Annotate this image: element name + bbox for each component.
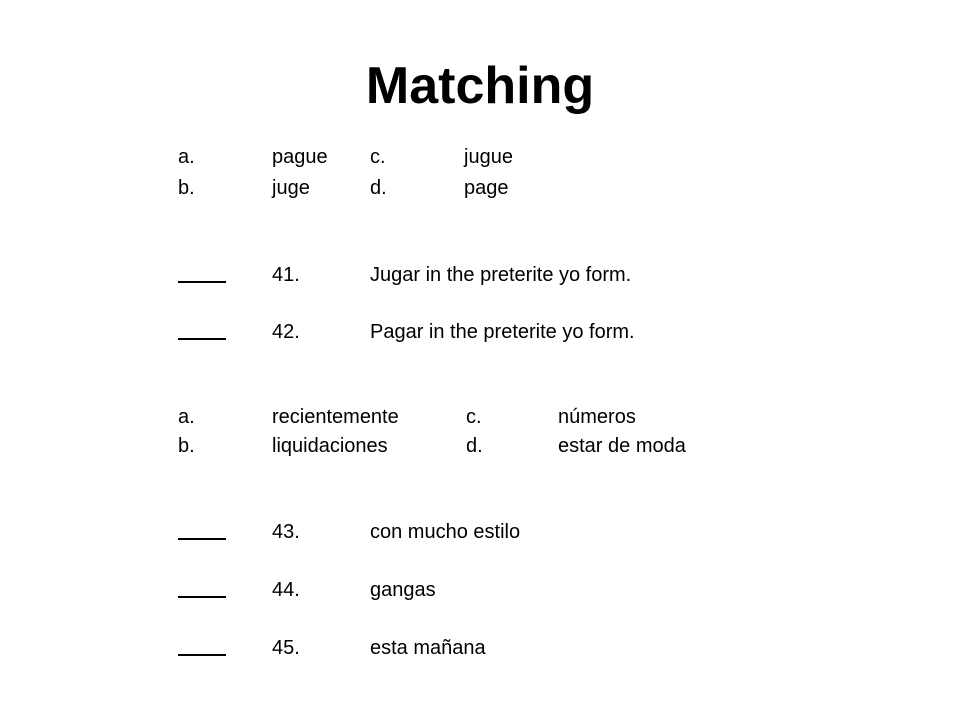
answer-blank[interactable]: [178, 576, 226, 598]
question-text: con mucho estilo: [370, 521, 521, 543]
option-letter: d.: [466, 435, 483, 457]
answer-blank[interactable]: [178, 261, 226, 283]
option-word: juge: [272, 177, 310, 199]
option-letter: b.: [178, 435, 195, 457]
question-text: Pagar in the preterite yo form.: [370, 321, 635, 343]
option-word: estar de moda: [558, 435, 686, 457]
option-word: pague: [272, 146, 328, 168]
question-number: 42.: [272, 321, 300, 343]
option-letter: c.: [370, 146, 386, 168]
question-number: 41.: [272, 264, 300, 286]
question-number: 43.: [272, 521, 300, 543]
question-number: 44.: [272, 579, 300, 601]
option-word: liquidaciones: [272, 435, 388, 457]
question-text: gangas: [370, 579, 436, 601]
option-word: jugue: [464, 146, 513, 168]
question-text: esta mañana: [370, 637, 486, 659]
question-number: 45.: [272, 637, 300, 659]
answer-blank[interactable]: [178, 518, 226, 540]
option-letter: c.: [466, 406, 482, 428]
option-letter: b.: [178, 177, 195, 199]
answer-blank[interactable]: [178, 634, 226, 656]
option-word: page: [464, 177, 509, 199]
option-letter: d.: [370, 177, 387, 199]
question-text: Jugar in the preterite yo form.: [370, 264, 632, 286]
page-title: Matching: [365, 57, 595, 115]
option-word: números: [558, 406, 636, 428]
option-letter: a.: [178, 406, 195, 428]
option-word: recientemente: [272, 406, 399, 428]
answer-blank[interactable]: [178, 318, 226, 340]
option-letter: a.: [178, 146, 195, 168]
